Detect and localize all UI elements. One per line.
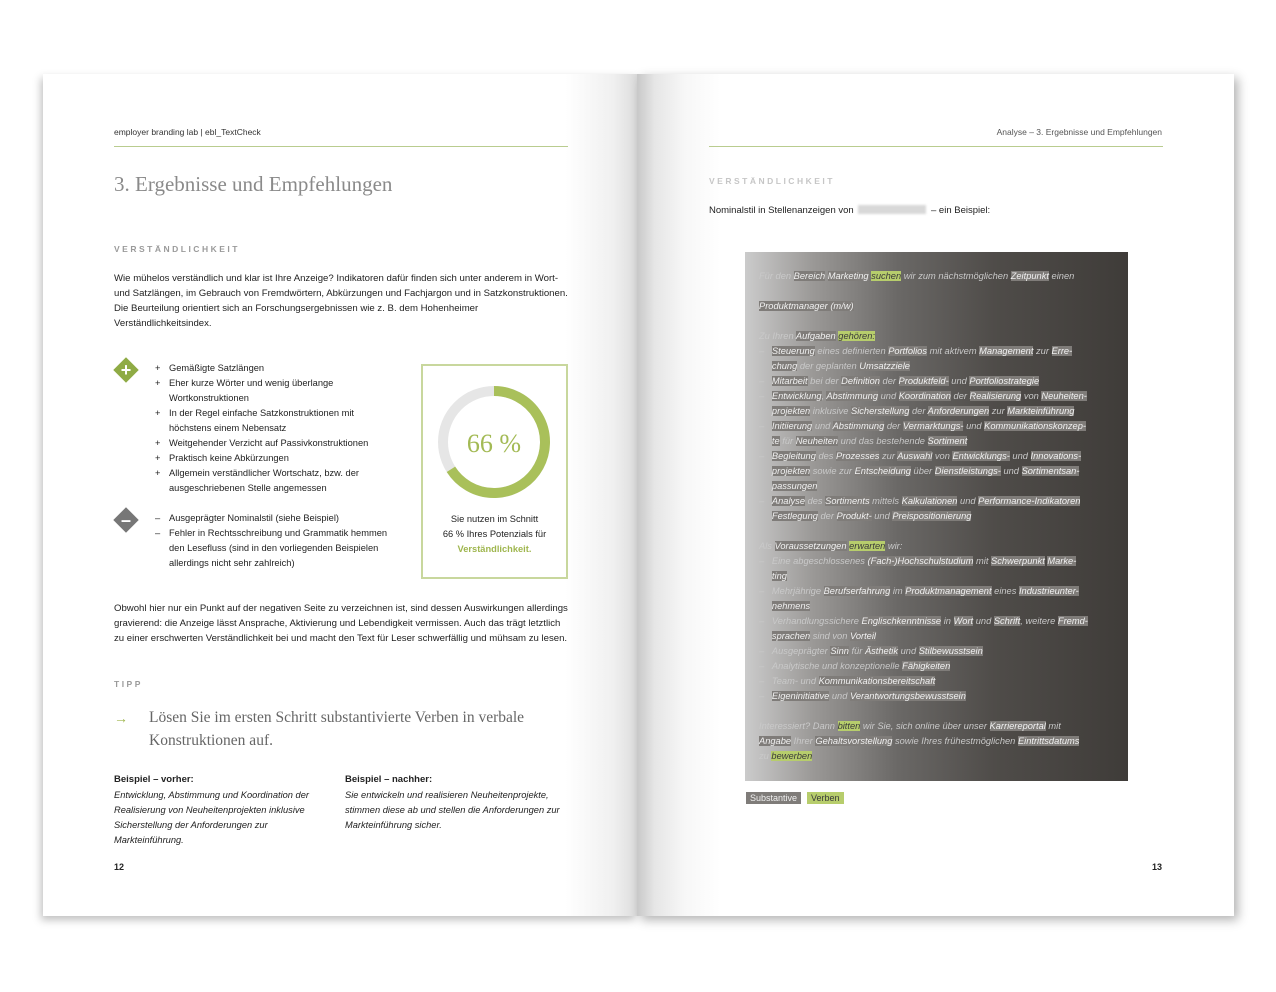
plus-diamond-icon: + xyxy=(113,357,139,383)
example-lead: Nominalstil in Stellenanzeigen von – ein Beispiel: xyxy=(709,205,991,216)
minus-diamond-icon: – xyxy=(113,507,139,533)
positives-list xyxy=(155,361,395,496)
negatives-list xyxy=(155,511,395,571)
list-item: + In der Regel einfache Satzkonstruktionen mit höchstens einem Nebensatz xyxy=(155,408,355,433)
section-label: VERSTÄNDLICHKEIT xyxy=(114,244,240,254)
list-item: – Fehler in Rechtsschreibung und Grammatik hemmen den Lesefluss (sind in den vorliegenden Beispielen allerdings nicht sehr zahlreich) xyxy=(155,528,388,568)
list-item: – Ausgeprägter Nominalstil (siehe Beispiel) xyxy=(155,513,340,523)
example-box xyxy=(745,252,1128,781)
left-page xyxy=(43,74,637,916)
left-header-rule xyxy=(114,146,568,147)
list-item: + Allgemein verständlicher Wortschatz, bzw. der ausgeschriebenen Stelle angemessen xyxy=(155,468,359,493)
right-header-rule xyxy=(709,146,1163,147)
tip-text: Lösen Sie im ersten Schritt substantivierte Verben in verbale Konstruktionen auf. xyxy=(149,709,525,749)
after-label: Beispiel – nachher: xyxy=(345,774,433,785)
page-number-left: 12 xyxy=(114,862,125,872)
score-gauge xyxy=(423,378,566,508)
right-running-header: Analyse – 3. Ergebnisse und Empfehlungen xyxy=(996,127,1162,137)
highlight-legend xyxy=(746,788,850,806)
intro-paragraph: Wie mühelos verständlich und klar ist Ihre Anzeige? Indikatoren dafür finden sich unter anderem in Wort- und Satzlängen, im Gebrauch von Fremdwörtern, Abkürzungen und Fachjargon und in Satzkonstruktionen. Die Beurteilung orientiert sich an Forschungsergebnissen wie z. B. dem Hohenheimer Verständlichkeitsindex. xyxy=(114,273,568,329)
page-number-right: 13 xyxy=(1151,862,1162,872)
gauge-caption: Sie nutzen im Schnitt 66 % Ihres Potenzials für Verständlichkeit. xyxy=(442,514,547,554)
tipp-label: TIPP xyxy=(114,679,143,689)
before-label: Beispiel – vorher: xyxy=(114,774,194,785)
before-text: Entwicklung, Abstimmung und Koordination der Realisierung von Neuheitenprojekten inklusive Sicherstellung der Anforderungen zur Markteinführung. xyxy=(114,790,309,845)
legend-verbs: Verben xyxy=(807,792,844,804)
score-card xyxy=(421,364,568,579)
right-page xyxy=(637,74,1234,916)
page-title: 3. Ergebnisse und Empfehlungen xyxy=(114,172,393,196)
left-running-header: employer branding lab | ebl_TextCheck xyxy=(114,127,261,137)
example-ad-text: Für den Bereich Marketing suchen wir zum nächstmöglichen Zeitpunkt einen Produktmanager (m/w) Zu Ihren Aufgaben gehören: – Steuerung eines definierten Portfolios mit aktivem Management zur Erre- chung der geplanten Umsatzziele – Mitarbeit bei der Definition der Produktfeld- und Portfoliostrategie – Entwicklung, Abstimmung und Koordination der Realisierung von Neuheiten- projekten inklusive Sicherstellung der Anforderungen zur Markteinführung – Initiierung und Abstimmung der Vermarktungs- und Kommunikationskonzep- te für Neuheiten und das bestehende Sortiment – Begleitung des Prozesses zur Auswahl von Entwicklungs- und Innovations- projekten sowie zur Entscheidung über Dienstleistungs- und Sortimentsan- passungen – Analyse des Sortiments mittels Kalkulationen und Performance-Indikatoren Festlegung der Produkt- und Preispositionierung Als Voraussetzungen erwarten wir: – Eine abgeschlossenes (Fach-)Hochschulstudium mit Schwerpunkt Marke- ting – Mehrjährige Berufserfahrung im Produktmanagement eines Industrieunter- nehmens – Verhandlungssichere Englischkenntnisse in Wort und Schrift, weitere Fremd- sprachen sind von Vorteil – Ausgeprägter Sinn für Ästhetik und Stilbewusstsein – Analytische und konzeptionelle Fähigkeiten – Team- und Kommunikationsbereitschaft – Eigeninitiative und Verantwortungsbewusstsein Interessiert? Dann bitten wir Sie, sich online über unser Karriereportal mit Angabe Ihrer Gehaltsvorstellung sowie Ihres frühestmöglichen Eintrittsdatums zu bewerben xyxy=(759,271,1088,761)
summary-paragraph: Obwohl hier nur ein Punkt auf der negativen Seite zu verzeichnen ist, sind dessen Auswirkungen allerdings gravierend: die Anzeige lässt Ansprache, Aktivierung und Lebendigkeit vermissen. Auch das trägt letztlich zu einer erschwerten Verständlichkeit bei und macht den Text für Leser schwerfällig und mühsam zu lesen. xyxy=(114,603,568,644)
list-item: + Praktisch keine Abkürzungen xyxy=(155,453,289,463)
arrow-right-icon: → xyxy=(114,710,128,726)
list-item: + Eher kurze Wörter und wenig überlange Wortkonstruktionen xyxy=(155,378,334,403)
list-item: + Weitgehender Verzicht auf Passivkonstruktionen xyxy=(155,438,369,448)
list-item: + Gemäßigte Satzlängen xyxy=(155,363,265,373)
redacted-company xyxy=(858,205,926,214)
section-label-right: VERSTÄNDLICHKEIT xyxy=(709,176,835,186)
legend-nouns: Substantive xyxy=(746,792,801,804)
gauge-value: 66 % xyxy=(466,429,522,458)
after-text: Sie entwickeln und realisieren Neuheitenprojekte, stimmen diese ab und stellen die Anforderungen zur Markteinführung sicher. xyxy=(345,790,560,830)
